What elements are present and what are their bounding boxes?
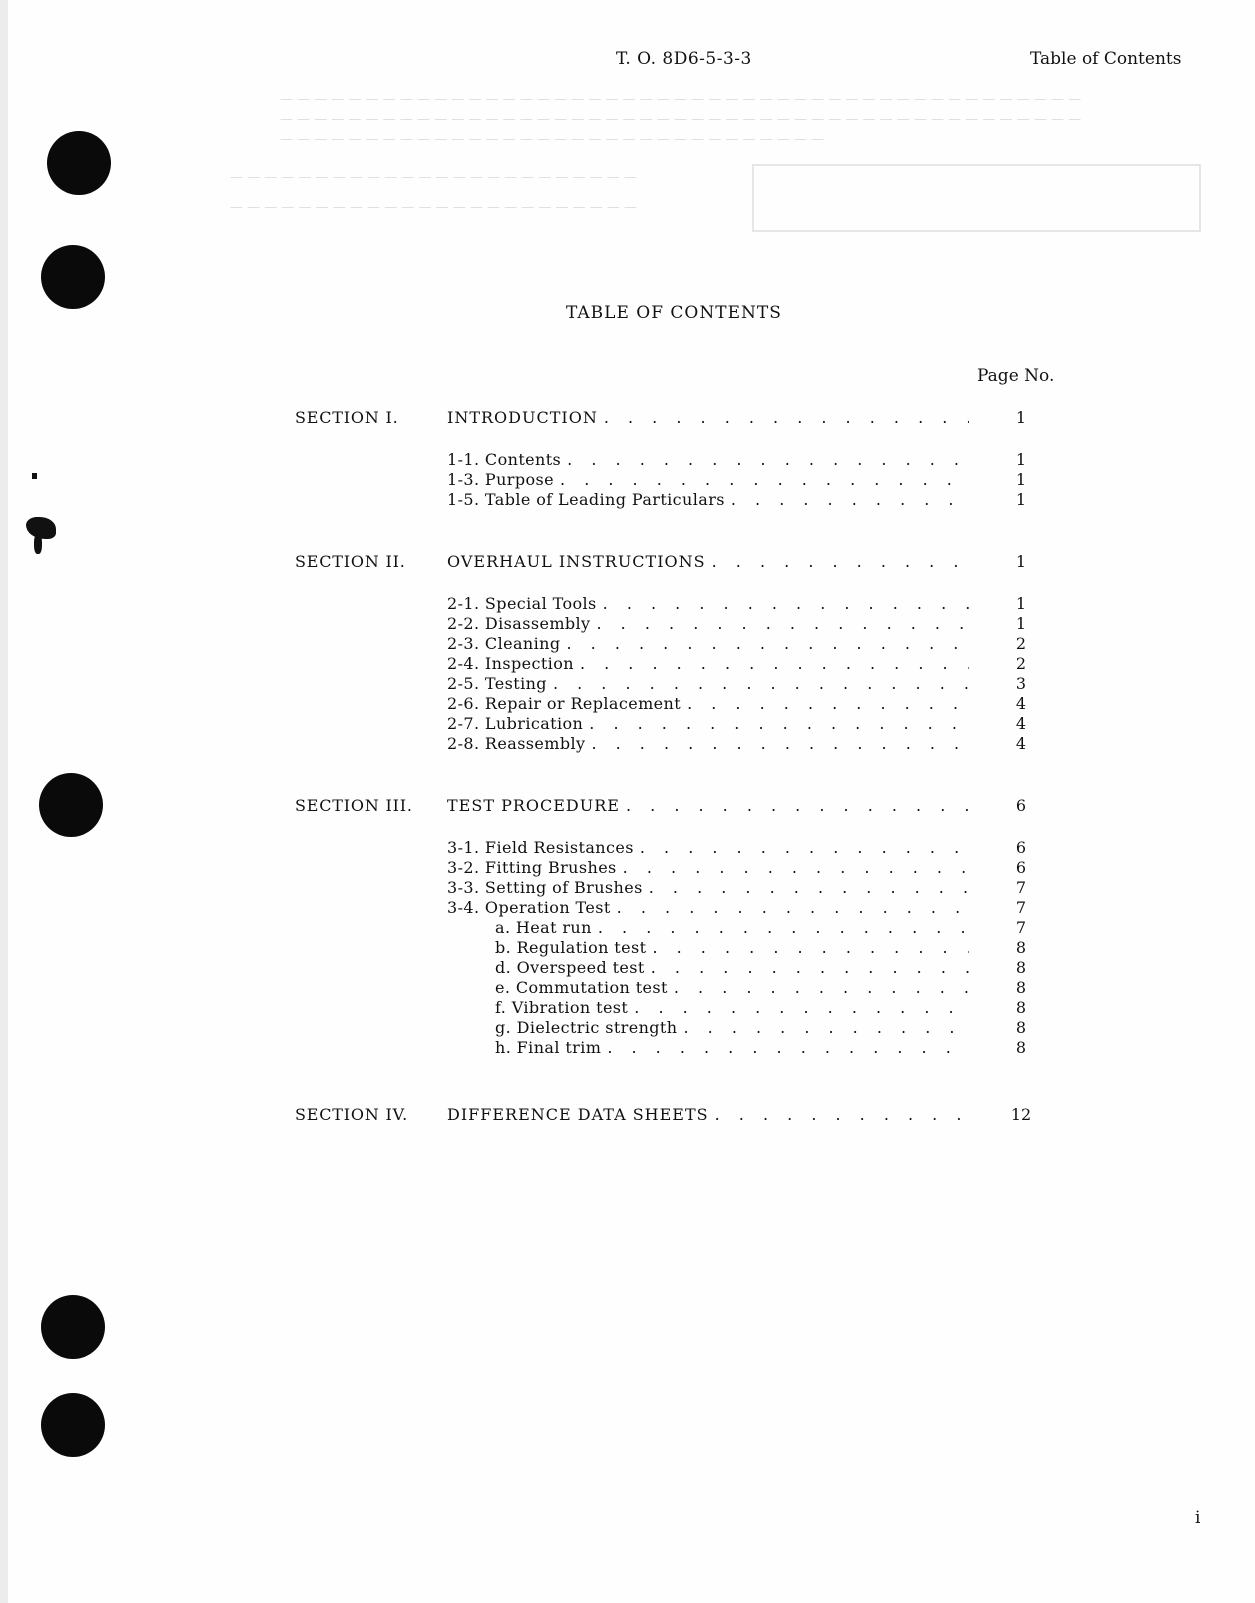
toc-page-number: 6 [1015, 838, 1027, 857]
section-label: SECTION II. [295, 552, 406, 571]
dot-leader [567, 450, 969, 469]
toc-entry-text: 2-8. Reassembly [447, 734, 586, 753]
toc-entry-text: 3-2. Fitting Brushes [447, 858, 617, 877]
toc-page-number: 6 [1015, 858, 1027, 877]
toc-page-number: 7 [1015, 878, 1027, 897]
dot-leader [589, 714, 969, 733]
toc-page-number: 8 [1015, 1018, 1027, 1037]
toc-entry[interactable] [447, 694, 973, 715]
section-label: SECTION I. [295, 408, 399, 427]
dot-leader [649, 878, 969, 897]
toc-entry-text: 3-4. Operation Test [447, 898, 611, 917]
toc-entry[interactable] [447, 878, 973, 899]
dot-leader [580, 654, 969, 673]
dot-leader [597, 614, 970, 633]
bleed-through: — — — — — — — — — — — — — — — — — — — — — — — — — — — — — — — — — — — — — — — — — — — — — — — [280, 112, 1082, 127]
toc-subentry[interactable] [495, 1038, 973, 1059]
toc-entry-text: OVERHAUL INSTRUCTIONS [447, 552, 706, 571]
page-edge-shadow [0, 0, 8, 1603]
toc-section-entry[interactable] [447, 796, 973, 817]
dot-leader [674, 978, 969, 997]
toc-entry[interactable] [447, 858, 973, 879]
bleed-through: — — — — — — — — — — — — — — — — — — — — — — — — — — — — — — — — [280, 132, 825, 147]
header-section-title: Table of Contents [1030, 49, 1182, 69]
toc-entry-text: TEST PROCEDURE [447, 796, 620, 815]
section-label: SECTION IV. [295, 1105, 409, 1124]
toc-page-number: 1 [1015, 450, 1027, 469]
toc-entry[interactable] [447, 714, 973, 735]
binder-hole [41, 245, 105, 309]
toc-title: TABLE OF CONTENTS [566, 303, 782, 323]
toc-entry-text: e. Commutation test [495, 978, 668, 997]
toc-section-entry[interactable] [447, 1105, 973, 1126]
bleed-through-box [752, 164, 1201, 232]
toc-entry-text: h. Final trim [495, 1038, 602, 1057]
toc-page-number: 1 [1015, 490, 1027, 509]
toc-subentry[interactable] [495, 938, 973, 959]
toc-entry-text: a. Heat run [495, 918, 592, 937]
toc-page-number: 1 [1015, 594, 1027, 613]
toc-entry-text: g. Dielectric strength [495, 1018, 678, 1037]
toc-entry-text: f. Vibration test [495, 998, 629, 1017]
dot-leader [640, 838, 969, 857]
toc-entry-text: b. Regulation test [495, 938, 647, 957]
dot-leader [617, 898, 969, 917]
toc-entry[interactable] [447, 838, 973, 859]
ink-blot [34, 534, 42, 554]
binder-hole [41, 1295, 105, 1359]
toc-page-number: 8 [1015, 938, 1027, 957]
toc-page-number: 4 [1015, 694, 1027, 713]
toc-entry-text: 2-6. Repair or Replacement [447, 694, 682, 713]
toc-entry-text: INTRODUCTION [447, 408, 598, 427]
toc-entry[interactable] [447, 470, 973, 491]
toc-page-number: 7 [1015, 918, 1027, 937]
toc-page-number: 4 [1015, 734, 1027, 753]
toc-entry-text: 2-2. Disassembly [447, 614, 591, 633]
dot-leader [626, 796, 969, 815]
toc-entry-text: 2-7. Lubrication [447, 714, 584, 733]
dot-leader [607, 1038, 969, 1057]
toc-subentry[interactable] [495, 1018, 973, 1039]
ink-blot [32, 473, 37, 479]
toc-page-number: 6 [1015, 796, 1027, 815]
toc-entry[interactable] [447, 614, 973, 635]
bleed-through: — — — — — — — — — — — — — — — — — — — — — — — — [230, 170, 638, 185]
dot-leader [623, 858, 969, 877]
toc-subentry[interactable] [495, 918, 973, 939]
dot-leader [598, 918, 969, 937]
dot-leader [731, 490, 969, 509]
bleed-through: — — — — — — — — — — — — — — — — — — — — — — — — [230, 200, 638, 215]
toc-entry-text: 1-1. Contents [447, 450, 562, 469]
toc-entry[interactable] [447, 734, 973, 755]
toc-page-number: 1 [1015, 552, 1027, 571]
toc-entry-text: 1-5. Table of Leading Particulars [447, 490, 725, 509]
toc-page-number: 12 [1010, 1105, 1032, 1124]
folio-page-number: i [1195, 1508, 1201, 1528]
bleed-through: — — — — — — — — — — — — — — — — — — — — — — — — — — — — — — — — — — — — — — — — — — — — — — — [280, 92, 1082, 107]
toc-page-number: 8 [1015, 1038, 1027, 1057]
dot-leader [591, 734, 969, 753]
section-label: SECTION III. [295, 796, 413, 815]
toc-page-number: 8 [1015, 978, 1027, 997]
toc-entry[interactable] [447, 490, 973, 511]
toc-entry-text: 3-1. Field Resistances [447, 838, 634, 857]
toc-entry[interactable] [447, 450, 973, 471]
toc-page-number: 1 [1015, 470, 1027, 489]
toc-entry-text: d. Overspeed test [495, 958, 645, 977]
toc-page-number: 2 [1015, 634, 1027, 653]
toc-page-number: 7 [1015, 898, 1027, 917]
binder-hole [47, 131, 111, 195]
toc-entry-text: 2-5. Testing [447, 674, 547, 693]
dot-leader [652, 938, 969, 957]
toc-entry-text: 1-3. Purpose [447, 470, 555, 489]
toc-entry[interactable] [447, 898, 973, 919]
toc-entry-text: 2-3. Cleaning [447, 634, 561, 653]
binder-hole [41, 1393, 105, 1457]
dot-leader [683, 1018, 969, 1037]
dot-leader [566, 634, 969, 653]
toc-subentry[interactable] [495, 998, 973, 1019]
toc-entry-text: 3-3. Setting of Brushes [447, 878, 643, 897]
toc-entry[interactable] [447, 634, 973, 655]
binder-hole [39, 773, 103, 837]
toc-entry-text: 2-4. Inspection [447, 654, 574, 673]
page-number-column-heading: Page No. [977, 366, 1055, 386]
toc-page-number: 8 [1015, 958, 1027, 977]
toc-page-number: 2 [1015, 654, 1027, 673]
dot-leader [687, 694, 969, 713]
toc-entry[interactable] [447, 594, 973, 615]
dot-leader [634, 998, 969, 1017]
toc-page-number: 4 [1015, 714, 1027, 733]
dot-leader [553, 674, 969, 693]
dot-leader [604, 408, 969, 427]
toc-section-entry[interactable] [447, 552, 973, 573]
toc-section-entry[interactable] [447, 408, 973, 429]
dot-leader [651, 958, 969, 977]
toc-entry[interactable] [447, 674, 973, 695]
dot-leader [603, 594, 969, 613]
dot-leader [712, 552, 969, 571]
dot-leader [715, 1105, 969, 1124]
toc-subentry[interactable] [495, 978, 973, 999]
toc-page-number: 8 [1015, 998, 1027, 1017]
toc-entry-text: DIFFERENCE DATA SHEETS [447, 1105, 709, 1124]
toc-entry-text: 2-1. Special Tools [447, 594, 597, 613]
toc-page-number: 3 [1015, 674, 1027, 693]
dot-leader [560, 470, 969, 489]
toc-page-number: 1 [1015, 614, 1027, 633]
toc-entry[interactable] [447, 654, 973, 675]
toc-page-number: 1 [1015, 408, 1027, 427]
technical-order-number: T. O. 8D6-5-3-3 [616, 49, 752, 69]
toc-subentry[interactable] [495, 958, 973, 979]
